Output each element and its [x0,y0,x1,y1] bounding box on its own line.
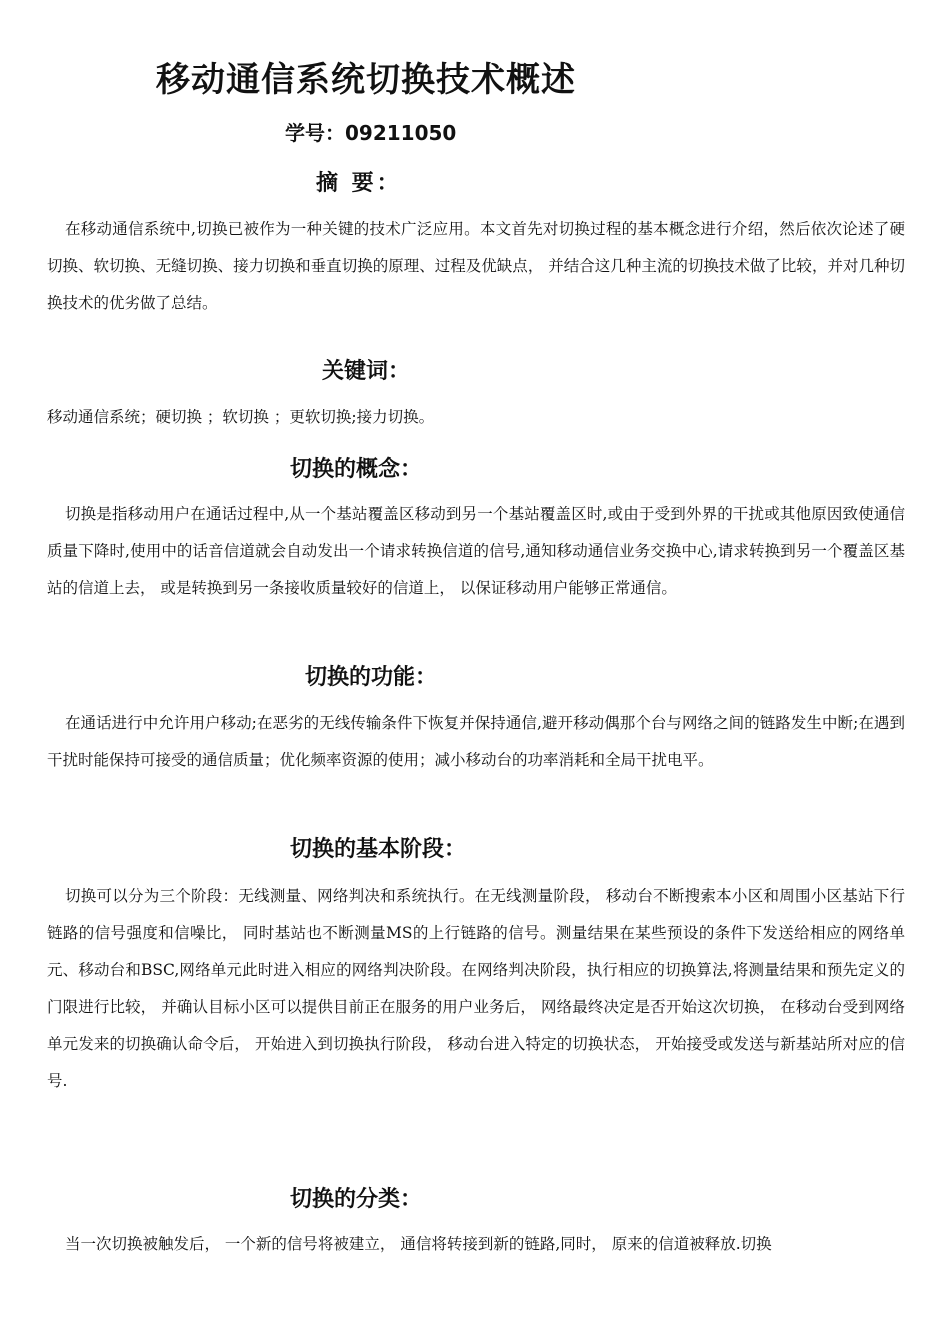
student-id: 学号：09211050 [285,121,457,145]
stages-heading: 切换的基本阶段： [290,837,467,862]
stages-body: 切换可以分为三个阶段：无线测量、网络判决和系统执行。在无线测量阶段， 移动台不断搜索本小区和周围小区基站下行链路的信号强度和信噪比， 同时基站也不断测量MS的上行链路的信号。测量结果在某些预设的条件下发送给相应的网络单元、移动台和BSC,网络单元此时进入相应的网络判决阶段。在网络判决阶段，执行相应的切换算法,将测量结果和预先定义的门限进行比较， 并确认目标小区可以提供目前正在服务的用户业务后， 网络最终决定是否开始这次切换， 在移动台受到网络单元发来的切换确认命令后， 开始进入到切换执行阶段， 移动台进入特定的切换状态， 开始接受或发送与新基站所对应的信号. [47,887,905,1090]
classification-heading: 切换的分类： [290,1187,423,1212]
function-body: 在通话进行中允许用户移动;在恶劣的无线传输条件下恢复并保持通信,避开移动偶那个台与网络之间的链路发生中断;在遇到干扰时能保持可接受的通信质量；优化频率资源的使用；减小移动台的功率消耗和全局干扰电平。 [47,714,905,769]
abstract-heading: 摘 要： [316,171,402,196]
keywords-heading: 关键词： [322,359,411,384]
concept-heading: 切换的概念： [290,457,423,482]
concept-body: 切换是指移动用户在通话过程中,从一个基站覆盖区移动到另一个基站覆盖区时,或由于受到外界的干扰或其他原因致使通信质量下降时,使用中的话音信道就会自动发出一个请求转换信道的信号,通知移动通信业务交换中心,请求转换到另一个覆盖区基站的信道上去， 或是转换到另一条接收质量较好的信道上， 以保证移动用户能够正常通信。 [47,505,905,597]
document-title: 移动通信系统切换技术概述 [156,60,576,100]
keywords-body: 移动通信系统；硬切换 ；软切换 ；更软切换;接力切换。 [47,408,435,426]
classification-body: 当一次切换被触发后， 一个新的信号将被建立， 通信将转接到新的链路,同时， 原来的信道被释放.切换 [65,1235,772,1253]
function-heading: 切换的功能： [305,665,438,690]
abstract-body: 在移动通信系统中,切换已被作为一种关键的技术广泛应用。本文首先对切换过程的基本概念进行介绍，然后依次论述了硬切换、软切换、无缝切换、接力切换和垂直切换的原理、过程及优缺点， 并结合这几种主流的切换技术做了比较，并对几种切换技术的优劣做了总结。 [47,220,905,312]
